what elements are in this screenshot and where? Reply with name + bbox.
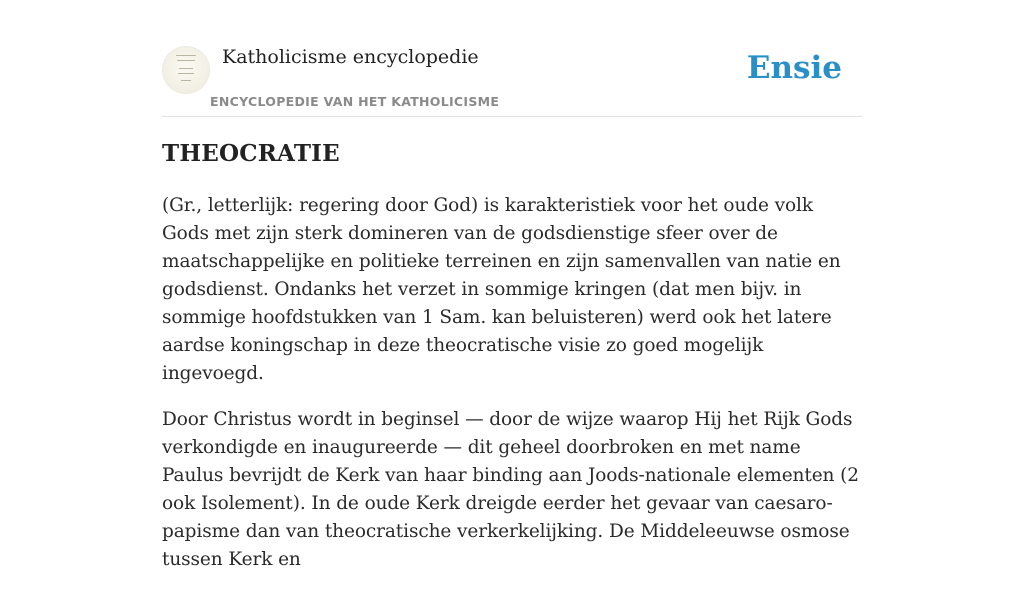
book-cover-icon[interactable] (162, 46, 210, 94)
entry-paragraph: Door Christus wordt in beginsel — door de wijze waarop Hij het Rijk Gods verkondigde en inaugureerde — dit geheel doorbroken en met name Paulus bevrijdt de Kerk van haar binding aan Joods-nationale elementen (2 ook Isolement). In de oude Kerk dreigde eerder het gevaar van caesaro-papisme dan van theocratische verkerkelijking. De Middeleeuwse osmose tussen Kerk en (162, 409, 859, 570)
book-title-link[interactable]: Katholicisme encyclopedie (222, 46, 479, 68)
site-header (162, 40, 862, 117)
brand-logo[interactable]: Ensie (746, 50, 842, 86)
entry-paragraph: (Gr., letterlijk: regering door God) is karakteristiek voor het oude volk Gods met zijn sterk domineren van de godsdienstige sfeer over de maatschappelijke en politieke terreinen en zijn samenvallen van natie en godsdienst. Ondanks het verzet in sommige kringen (dat men bijv. in sommige hoofdstukken van 1 Sam. kan beluisteren) werd ook het latere aardse koningschap in deze theocratische visie zo goed mogelijk ingevoegd. (162, 195, 841, 384)
entry-title: THEOCRATIE (162, 140, 340, 167)
entry-content (162, 138, 862, 592)
book-subtitle: ENCYCLOPEDIE VAN HET KATHOLICISME (210, 94, 500, 109)
